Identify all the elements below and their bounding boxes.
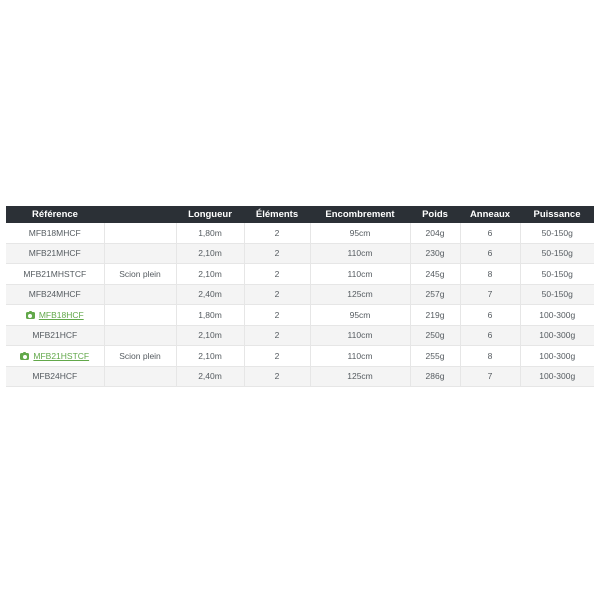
- cell-longueur: 1,80m: [176, 223, 244, 243]
- cell-elements: 2: [244, 223, 310, 243]
- table-row: [6, 243, 594, 264]
- cell-ref: MFB21MHCF: [6, 243, 104, 264]
- table-body: [6, 223, 594, 387]
- header-puissance: Puissance: [520, 206, 594, 223]
- cell-anneaux: 6: [460, 325, 520, 346]
- cell-encombrement: 110cm: [310, 264, 410, 285]
- cell-ref: MFB21MHSTCF: [6, 264, 104, 285]
- table-row: [6, 325, 594, 346]
- cell-note: [104, 284, 176, 305]
- cell-encombrement: 95cm: [310, 305, 410, 326]
- cell-anneaux: 6: [460, 223, 520, 243]
- specs-table: [6, 206, 594, 387]
- table-row: [6, 305, 594, 326]
- cell-ref: MFB24HCF: [6, 366, 104, 387]
- cell-anneaux: 8: [460, 264, 520, 285]
- table-row: [6, 284, 594, 305]
- table-row: [6, 366, 594, 387]
- cell-elements: 2: [244, 366, 310, 387]
- table-row: [6, 264, 594, 285]
- header-longueur: Longueur: [176, 206, 244, 223]
- cell-note: [104, 223, 176, 243]
- header-note: [104, 206, 176, 223]
- cell-puissance: 100-300g: [520, 325, 594, 346]
- reference-link[interactable]: MFB21HSTCF: [33, 350, 90, 361]
- cell-longueur: 2,40m: [176, 366, 244, 387]
- cell-poids: 219g: [410, 305, 460, 326]
- cell-longueur: 2,40m: [176, 284, 244, 305]
- cell-encombrement: 125cm: [310, 284, 410, 305]
- cell-puissance: 100-300g: [520, 305, 594, 326]
- cell-poids: 204g: [410, 223, 460, 243]
- cell-note: [104, 305, 176, 326]
- header-elements: Éléments: [244, 206, 310, 223]
- camera-icon[interactable]: [26, 312, 35, 319]
- header-reference: Référence: [6, 206, 104, 223]
- cell-ref: MFB21HCF: [6, 325, 104, 346]
- cell-encombrement: 110cm: [310, 325, 410, 346]
- cell-poids: 257g: [410, 284, 460, 305]
- cell-encombrement: 110cm: [310, 243, 410, 264]
- cell-anneaux: 6: [460, 305, 520, 326]
- cell-puissance: 50-150g: [520, 243, 594, 264]
- cell-note: [104, 243, 176, 264]
- cell-longueur: 2,10m: [176, 264, 244, 285]
- cell-elements: 2: [244, 284, 310, 305]
- cell-longueur: 2,10m: [176, 346, 244, 367]
- table-row: [6, 346, 594, 367]
- cell-poids: 286g: [410, 366, 460, 387]
- cell-ref: [6, 346, 104, 367]
- cell-poids: 230g: [410, 243, 460, 264]
- cell-ref: MFB24MHCF: [6, 284, 104, 305]
- cell-encombrement: 125cm: [310, 366, 410, 387]
- cell-elements: 2: [244, 243, 310, 264]
- cell-longueur: 1,80m: [176, 305, 244, 326]
- cell-elements: 2: [244, 305, 310, 326]
- header-encombrement: Encombrement: [310, 206, 410, 223]
- cell-encombrement: 95cm: [310, 223, 410, 243]
- cell-ref: MFB18MHCF: [6, 223, 104, 243]
- cell-anneaux: 6: [460, 243, 520, 264]
- header-poids: Poids: [410, 206, 460, 223]
- table-row: [6, 223, 594, 243]
- cell-anneaux: 7: [460, 366, 520, 387]
- cell-elements: 2: [244, 264, 310, 285]
- cell-puissance: 100-300g: [520, 366, 594, 387]
- cell-ref: [6, 305, 104, 326]
- cell-encombrement: 110cm: [310, 346, 410, 367]
- cell-poids: 245g: [410, 264, 460, 285]
- cell-note: [104, 366, 176, 387]
- camera-icon[interactable]: [20, 353, 29, 360]
- cell-puissance: 50-150g: [520, 223, 594, 243]
- cell-poids: 255g: [410, 346, 460, 367]
- cell-poids: 250g: [410, 325, 460, 346]
- header-anneaux: Anneaux: [460, 206, 520, 223]
- cell-anneaux: 7: [460, 284, 520, 305]
- specs-table-container: [6, 206, 594, 387]
- cell-elements: 2: [244, 346, 310, 367]
- cell-elements: 2: [244, 325, 310, 346]
- cell-note: [104, 325, 176, 346]
- cell-puissance: 50-150g: [520, 264, 594, 285]
- cell-puissance: 50-150g: [520, 284, 594, 305]
- cell-puissance: 100-300g: [520, 346, 594, 367]
- reference-link[interactable]: MFB18HCF: [38, 309, 84, 320]
- cell-anneaux: 8: [460, 346, 520, 367]
- cell-longueur: 2,10m: [176, 243, 244, 264]
- table-header-row: [6, 206, 594, 223]
- cell-longueur: 2,10m: [176, 325, 244, 346]
- cell-note: Scion plein: [104, 264, 176, 285]
- cell-note: Scion plein: [104, 346, 176, 367]
